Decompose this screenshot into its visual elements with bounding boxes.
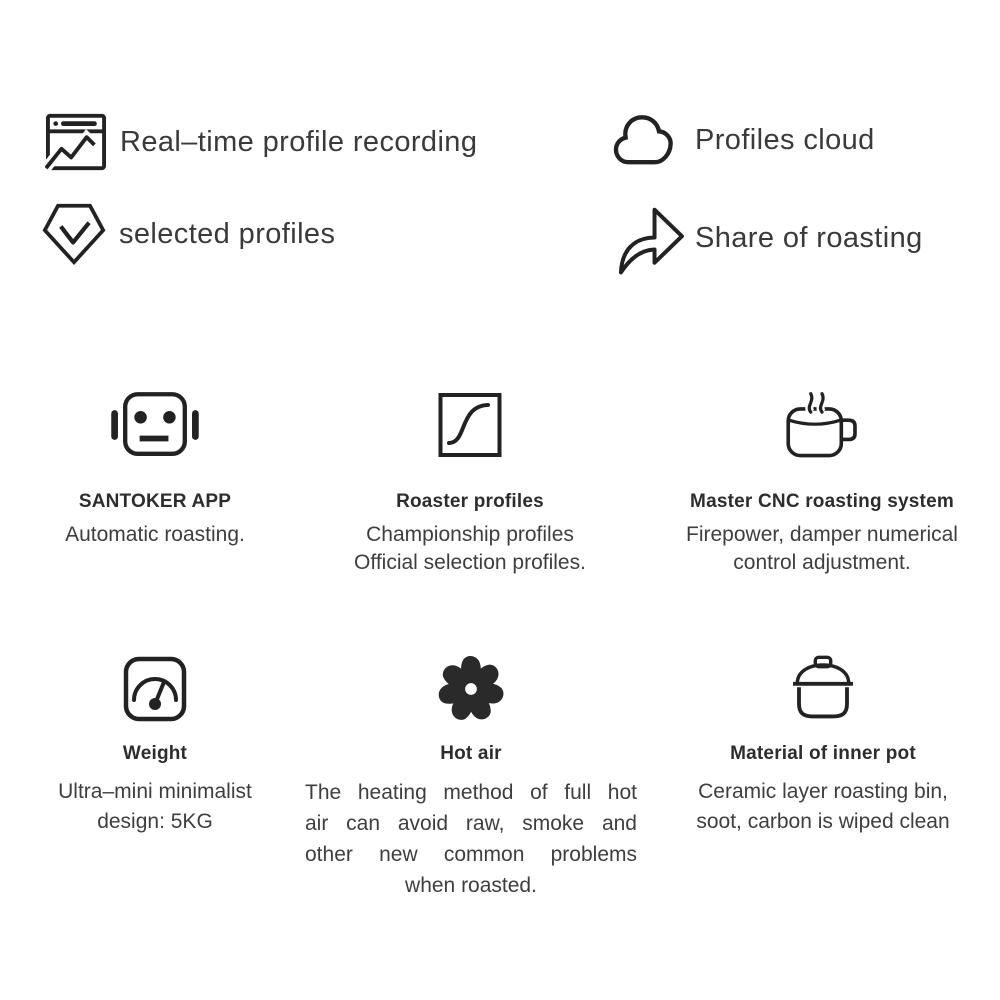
- feature-label: Share of roasting: [695, 221, 923, 254]
- card-weight: [10, 643, 300, 837]
- card-title: Material of inner pot: [730, 743, 916, 764]
- card-body-line: soot, carbon is wiped clean: [696, 810, 950, 833]
- card-title: Master CNC roasting system: [690, 491, 954, 512]
- share-arrow-icon: [616, 200, 686, 276]
- card-title: SANTOKER APP: [78, 491, 232, 512]
- feature-realtime-recording: [45, 112, 477, 172]
- card-body: [660, 521, 984, 577]
- card-body-line: other new common problems: [305, 843, 637, 866]
- card-body-line: Firepower, damper numerical: [686, 523, 958, 546]
- card-title: Weight: [122, 743, 188, 764]
- coffee-cup-icon: [660, 385, 984, 465]
- profile-window-icon: [45, 112, 107, 172]
- robot-icon: [10, 385, 300, 465]
- card-santoker-app: [10, 385, 300, 549]
- card-body-line: Official selection profiles.: [354, 551, 586, 574]
- card-hot-air: [305, 643, 637, 901]
- card-body-line: Ceramic layer roasting bin,: [698, 780, 948, 803]
- selected-diamond-icon: [40, 202, 108, 266]
- card-body: [320, 521, 620, 577]
- weight-gauge-icon: [10, 643, 300, 735]
- feature-profiles-cloud: [612, 111, 875, 169]
- roast-curve-icon: [320, 385, 620, 465]
- feature-label: Real–time profile recording: [120, 125, 478, 158]
- hot-air-fan-icon: [305, 643, 637, 735]
- card-body-line: The heating method of full hot: [305, 781, 637, 804]
- feature-label: selected profiles: [119, 217, 336, 250]
- card-body: [10, 521, 300, 549]
- card-inner-pot-material: [658, 643, 988, 837]
- card-body-line: air can avoid raw, smoke and: [305, 812, 637, 835]
- card-body-line: Ultra–mini minimalist: [58, 780, 252, 803]
- card-body-line: when roasted.: [405, 874, 537, 897]
- card-body: [658, 777, 988, 837]
- card-body: [305, 777, 637, 901]
- card-body-line: design: 5KG: [97, 810, 213, 833]
- card-roaster-profiles: [320, 385, 620, 577]
- feature-label: Profiles cloud: [695, 123, 875, 156]
- feature-selected-profiles: [40, 202, 335, 266]
- card-title: Hot air: [440, 743, 502, 764]
- card-body-line: Automatic roasting.: [65, 523, 245, 546]
- card-body-line: control adjustment.: [733, 551, 911, 574]
- inner-pot-icon: [658, 643, 988, 735]
- card-title: Roaster profiles: [396, 491, 544, 512]
- card-body: [10, 777, 300, 837]
- card-cnc-roasting-system: [660, 385, 984, 577]
- cloud-icon: [612, 111, 676, 169]
- feature-share-roasting: [616, 200, 923, 276]
- card-body-line: Championship profiles: [366, 523, 574, 546]
